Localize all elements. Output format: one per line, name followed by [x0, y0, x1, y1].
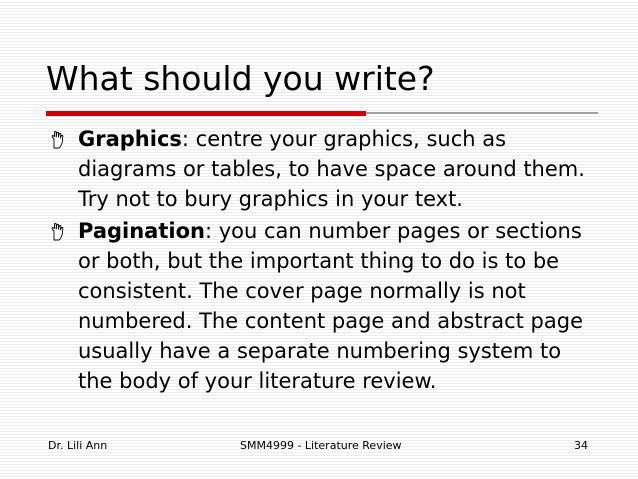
bullet-list	[0, 124, 598, 396]
hand-pointing-icon	[50, 222, 67, 241]
hand-pointing-icon	[50, 130, 67, 149]
page-number: 34	[574, 439, 588, 452]
bullet-text: : you can number pages or sections or both, but the important thing to do is to be consistent. The cover page normally is not numbered. The content page and abstract page usually have a separate numbering system to the body of your literature review.	[78, 219, 583, 393]
slide-title: What should you write?	[46, 59, 435, 98]
footer-course: SMM4999 - Literature Review	[240, 439, 402, 452]
slide-footer	[0, 438, 638, 454]
footer-author: Dr. Lili Ann	[48, 439, 108, 452]
bullet-graphics	[0, 124, 598, 214]
bullet-term: Pagination	[78, 219, 205, 243]
bullet-term: Graphics	[78, 127, 182, 151]
title-underline-extension	[366, 112, 598, 114]
bullet-pagination	[0, 216, 598, 396]
bullet-text: : centre your graphics, such as diagrams or tables, to have space around them. Try not to bury graphics in your text.	[78, 127, 585, 211]
title-underline-accent	[46, 111, 366, 116]
